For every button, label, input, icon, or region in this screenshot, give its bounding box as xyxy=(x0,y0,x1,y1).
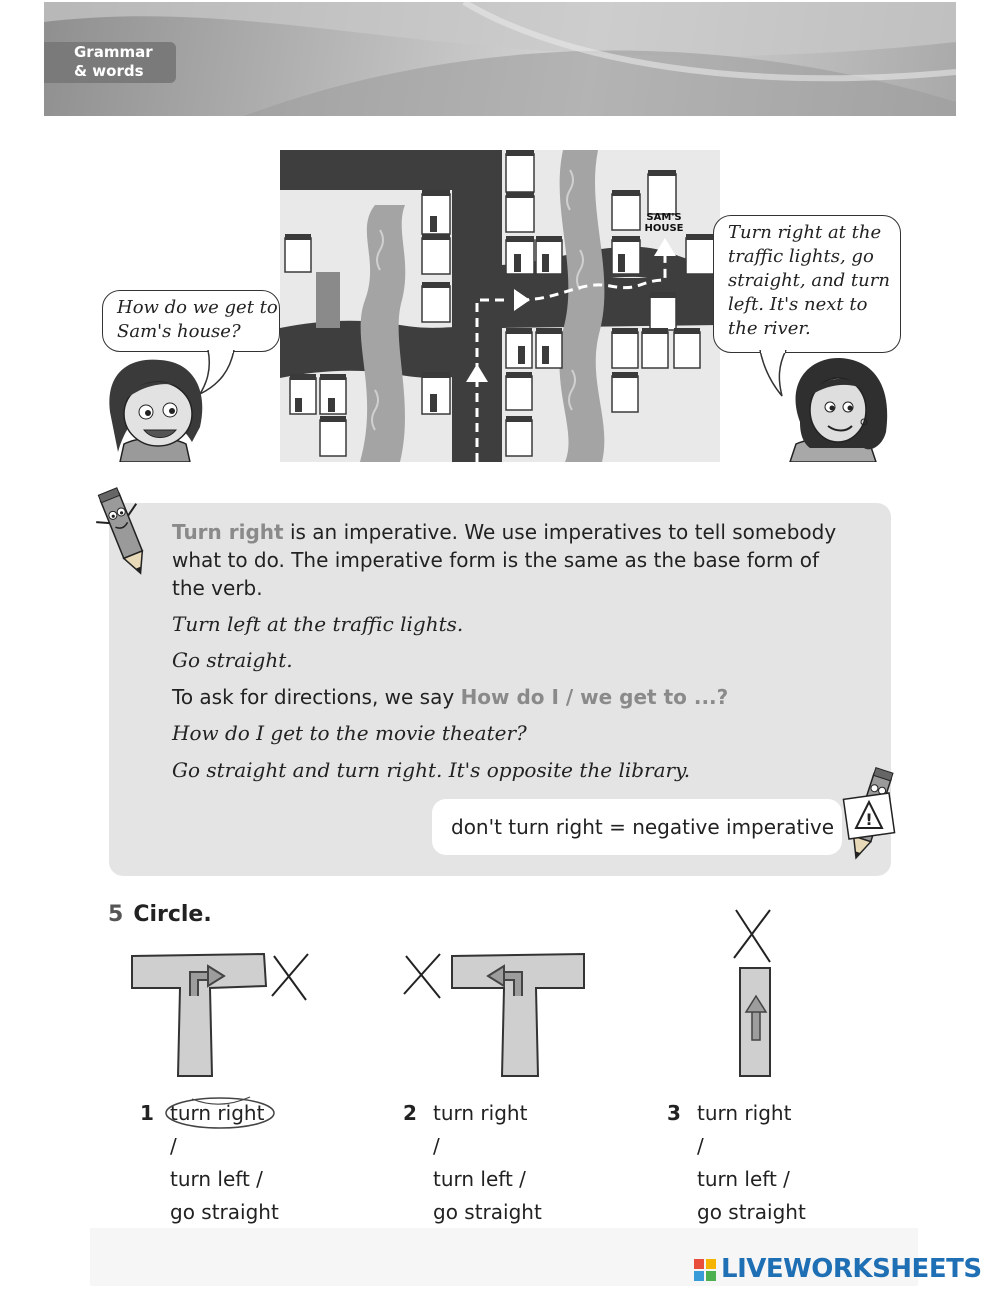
highlight-how-do-i: How do I / we get to ...? xyxy=(460,685,729,709)
warning-pencil-icon xyxy=(838,766,900,870)
item-number: 1 xyxy=(140,1101,154,1125)
option-turn-right[interactable]: turn right xyxy=(697,1101,792,1125)
speech-bubble-right xyxy=(713,215,901,353)
pencil-mascot-icon xyxy=(96,484,154,580)
exercise-instruction: Circle. xyxy=(133,902,212,927)
sams-house-label-2: HOUSE xyxy=(644,223,684,234)
woman-character xyxy=(780,352,900,462)
example-sentence: Turn left at the traffic lights. xyxy=(172,612,464,636)
bubble-right-line: straight, and turn xyxy=(728,270,890,291)
option-turn-right-circled[interactable] xyxy=(170,1097,279,1130)
option-turn-left[interactable]: turn left / xyxy=(170,1167,263,1191)
liveworksheets-brand[interactable] xyxy=(694,1252,988,1286)
option-separator: / xyxy=(170,1134,177,1158)
section-tag-line2: & words xyxy=(74,62,144,80)
highlight-turn-right: Turn right xyxy=(172,520,284,544)
liveworksheets-logo-icon xyxy=(694,1259,716,1281)
option-go-straight[interactable]: go straight xyxy=(170,1200,279,1224)
option-turn-right[interactable]: turn right xyxy=(433,1101,528,1125)
grammar-intro-line: what to do. The imperative form is the same as the base form of xyxy=(172,548,820,572)
option-turn-left[interactable]: turn left / xyxy=(433,1167,526,1191)
sams-house-label-1: SAM'S xyxy=(646,212,682,223)
ask-prefix: To ask for directions, we say xyxy=(172,685,461,709)
turn-right-sign xyxy=(128,948,318,1080)
item-number: 3 xyxy=(667,1101,681,1125)
bubble-left-line: Sam's house? xyxy=(117,321,241,342)
exercise-number: 5 xyxy=(108,902,124,927)
svg-text:!: ! xyxy=(865,810,873,829)
exercise-title xyxy=(108,902,212,927)
grammar-intro xyxy=(172,518,836,546)
bubble-right-line: the river. xyxy=(728,318,811,339)
example-sentence: Go straight. xyxy=(172,648,293,672)
answer-circle-icon xyxy=(162,1093,278,1133)
example-sentence: Go straight and turn right. It's opposite the library. xyxy=(172,758,691,782)
option-go-straight[interactable]: go straight xyxy=(697,1200,806,1224)
negative-imperative-note: don't turn right = negative imperative xyxy=(432,799,842,855)
banner-swoosh xyxy=(44,2,956,116)
bubble-right-line: traffic lights, go xyxy=(728,246,874,267)
girl-character xyxy=(100,352,220,462)
option-separator: / xyxy=(433,1134,440,1158)
bubble-right-line: Turn right at the xyxy=(728,222,882,243)
example-sentence: How do I get to the movie theater? xyxy=(172,721,527,745)
option-turn-left[interactable]: turn left / xyxy=(697,1167,790,1191)
ask-directions-line xyxy=(172,683,728,711)
town-map xyxy=(280,150,720,462)
bubble-left-line: How do we get to xyxy=(117,297,278,318)
bubble-right-line: left. It's next to xyxy=(728,294,868,315)
section-tag-line1: Grammar xyxy=(74,43,153,61)
option-separator: / xyxy=(697,1134,704,1158)
item-number: 2 xyxy=(403,1101,417,1125)
speech-bubble-left xyxy=(102,290,280,352)
grammar-intro-line: the verb. xyxy=(172,576,263,600)
grammar-intro-line: is an imperative. We use imperatives to tell somebody xyxy=(283,520,837,544)
option-go-straight[interactable]: go straight xyxy=(433,1200,542,1224)
turn-left-sign xyxy=(400,948,590,1080)
brand-text: LIVEWORKSHEETS xyxy=(721,1254,982,1284)
go-straight-sign xyxy=(728,906,788,1082)
header-banner xyxy=(44,2,956,116)
section-tag xyxy=(44,42,176,83)
option-label: turn right xyxy=(170,1101,265,1125)
